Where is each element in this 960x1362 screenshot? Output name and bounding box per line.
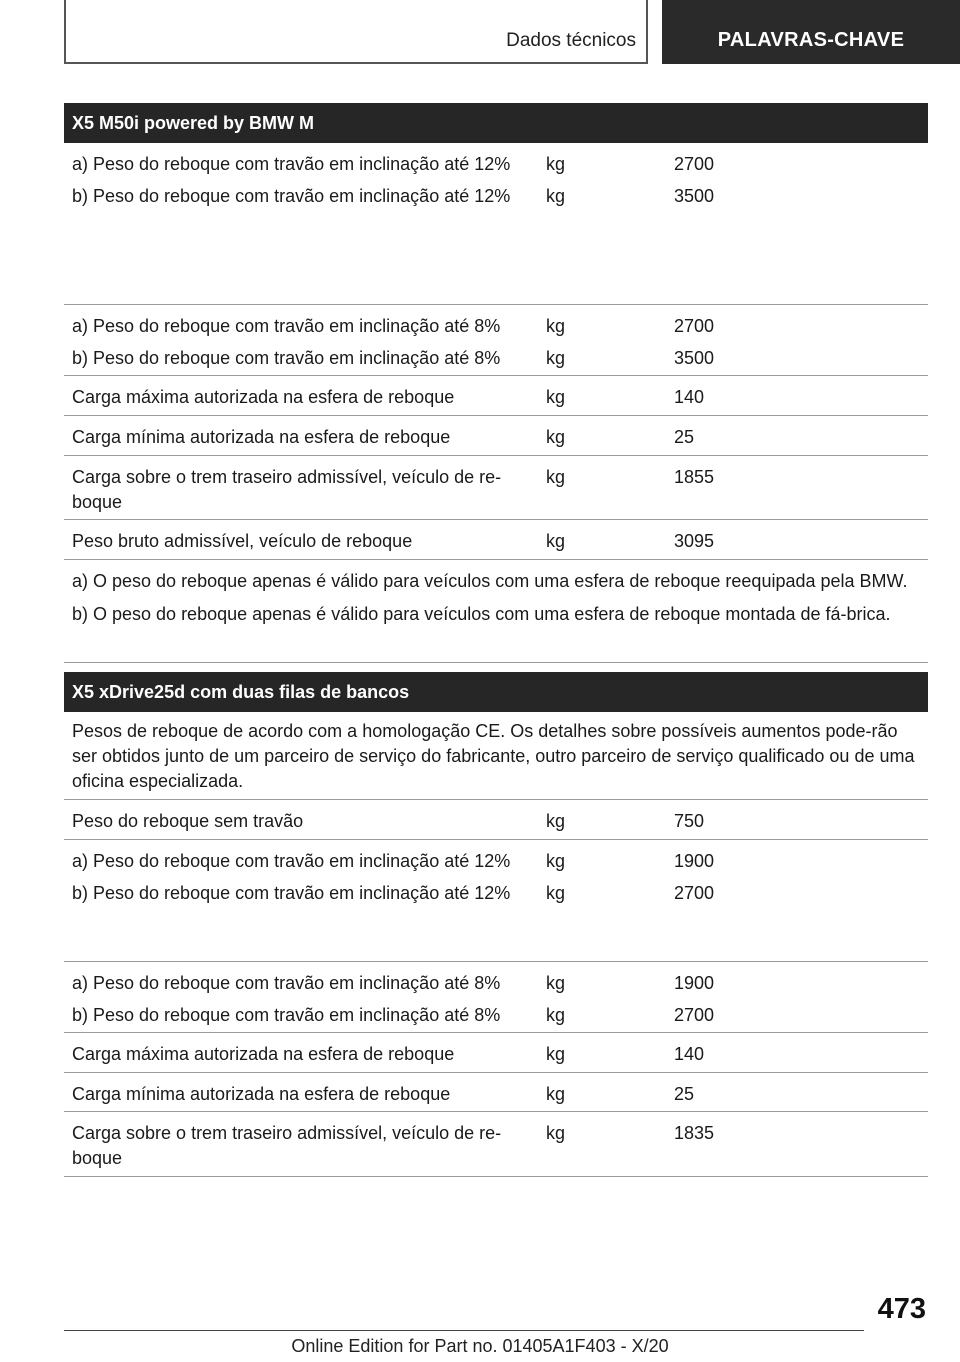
- row-value: 1835: [674, 1123, 715, 1143]
- row-label: a) Peso do reboque com travão em inclinação até 12%: [72, 154, 511, 174]
- table-row: [64, 376, 928, 416]
- row-unit: kg: [546, 1084, 566, 1104]
- row-label: a) Peso do reboque com travão em inclinação até 8%: [72, 973, 501, 993]
- table-row: [64, 416, 928, 456]
- row-unit: kg: [546, 427, 566, 447]
- table-row: [64, 962, 928, 1033]
- footnotes: [64, 560, 928, 663]
- row-unit: kg: [546, 316, 566, 336]
- section-intro: [64, 712, 928, 800]
- table-row: [64, 520, 928, 560]
- row-unit: kg: [546, 883, 566, 903]
- row-unit: kg: [546, 811, 566, 831]
- row-unit: kg: [546, 1044, 566, 1064]
- row-unit: kg: [546, 387, 566, 407]
- row-value: 140: [674, 1044, 705, 1064]
- row-value: 25: [674, 1084, 695, 1104]
- page-number: 473: [877, 1293, 926, 1325]
- row-value: 140: [674, 387, 705, 407]
- footnote: b) O peso do reboque apenas é válido para veículos com uma esfera de reboque montada de fá-brica.: [72, 604, 891, 624]
- row-value: 3095: [674, 531, 715, 551]
- intro-text: Pesos de reboque de acordo com a homologação CE. Os detalhes sobre possíveis aumentos pode-rão ser obtidos junto de um parceiro de serviço do fabricante, outro parceiro de serviço qualificado ou de uma oficina especializada.: [72, 721, 915, 791]
- row-label: Peso bruto admissível, veículo de reboque: [72, 531, 413, 551]
- row-unit: kg: [546, 1005, 566, 1025]
- section-title: X5 xDrive25d com duas filas de bancos: [64, 672, 928, 712]
- row-label: Carga mínima autorizada na esfera de reboque: [72, 1084, 451, 1104]
- row-label: b) Peso do reboque com travão em inclinação até 8%: [72, 348, 501, 368]
- table-row: [64, 1112, 928, 1177]
- row-label: Carga máxima autorizada na esfera de reboque: [72, 1044, 455, 1064]
- spec-section-x5-xdrive25d: [64, 672, 928, 1177]
- row-value: 1900: [674, 851, 715, 871]
- page-header: [0, 0, 960, 66]
- row-value: 2700: [674, 1005, 715, 1025]
- row-unit: kg: [546, 467, 566, 487]
- row-value: 3500: [674, 186, 715, 206]
- row-label: Carga sobre o trem traseiro admissível, veículo de re-boque: [72, 467, 502, 512]
- row-value: 3500: [674, 348, 715, 368]
- table-row: [64, 840, 928, 962]
- row-label: b) Peso do reboque com travão em inclinação até 12%: [72, 186, 511, 206]
- row-unit: kg: [546, 348, 566, 368]
- row-value: 2700: [674, 883, 715, 903]
- footer-rule: [64, 1330, 864, 1331]
- row-unit: kg: [546, 186, 566, 206]
- section-tab[interactable]: Dados técnicos: [506, 30, 636, 51]
- row-value: 25: [674, 427, 695, 447]
- row-unit: kg: [546, 1123, 566, 1143]
- table-row: [64, 143, 928, 305]
- row-value: 2700: [674, 316, 715, 336]
- row-value: 2700: [674, 154, 715, 174]
- row-unit: kg: [546, 531, 566, 551]
- keywords-tab[interactable]: PALAVRAS-CHAVE: [662, 0, 960, 64]
- row-value: 750: [674, 811, 705, 831]
- table-row: [64, 305, 928, 376]
- row-label: b) Peso do reboque com travão em inclinação até 8%: [72, 1005, 501, 1025]
- edition-footer: Online Edition for Part no. 01405A1F403 - X/20: [291, 1336, 669, 1356]
- table-row: [64, 456, 928, 520]
- row-label: a) Peso do reboque com travão em inclinação até 12%: [72, 851, 511, 871]
- table-row: [64, 1033, 928, 1073]
- spec-section-x5-m50i: [64, 103, 928, 663]
- row-unit: kg: [546, 973, 566, 993]
- row-value: 1855: [674, 467, 715, 487]
- table-row: [64, 1073, 928, 1112]
- row-label: b) Peso do reboque com travão em inclinação até 12%: [72, 883, 511, 903]
- section-title: X5 M50i powered by BMW M: [64, 103, 928, 143]
- row-label: a) Peso do reboque com travão em inclinação até 8%: [72, 316, 501, 336]
- row-value: 1900: [674, 973, 715, 993]
- row-unit: kg: [546, 851, 566, 871]
- row-label: Carga máxima autorizada na esfera de reboque: [72, 387, 455, 407]
- row-unit: kg: [546, 154, 566, 174]
- row-label: Peso do reboque sem travão: [72, 811, 304, 831]
- table-row: [64, 800, 928, 840]
- footnote: a) O peso do reboque apenas é válido para veículos com uma esfera de reboque reequipada pela BMW.: [72, 571, 908, 591]
- row-label: Carga mínima autorizada na esfera de reboque: [72, 427, 451, 447]
- row-label: Carga sobre o trem traseiro admissível, veículo de re-boque: [72, 1123, 502, 1168]
